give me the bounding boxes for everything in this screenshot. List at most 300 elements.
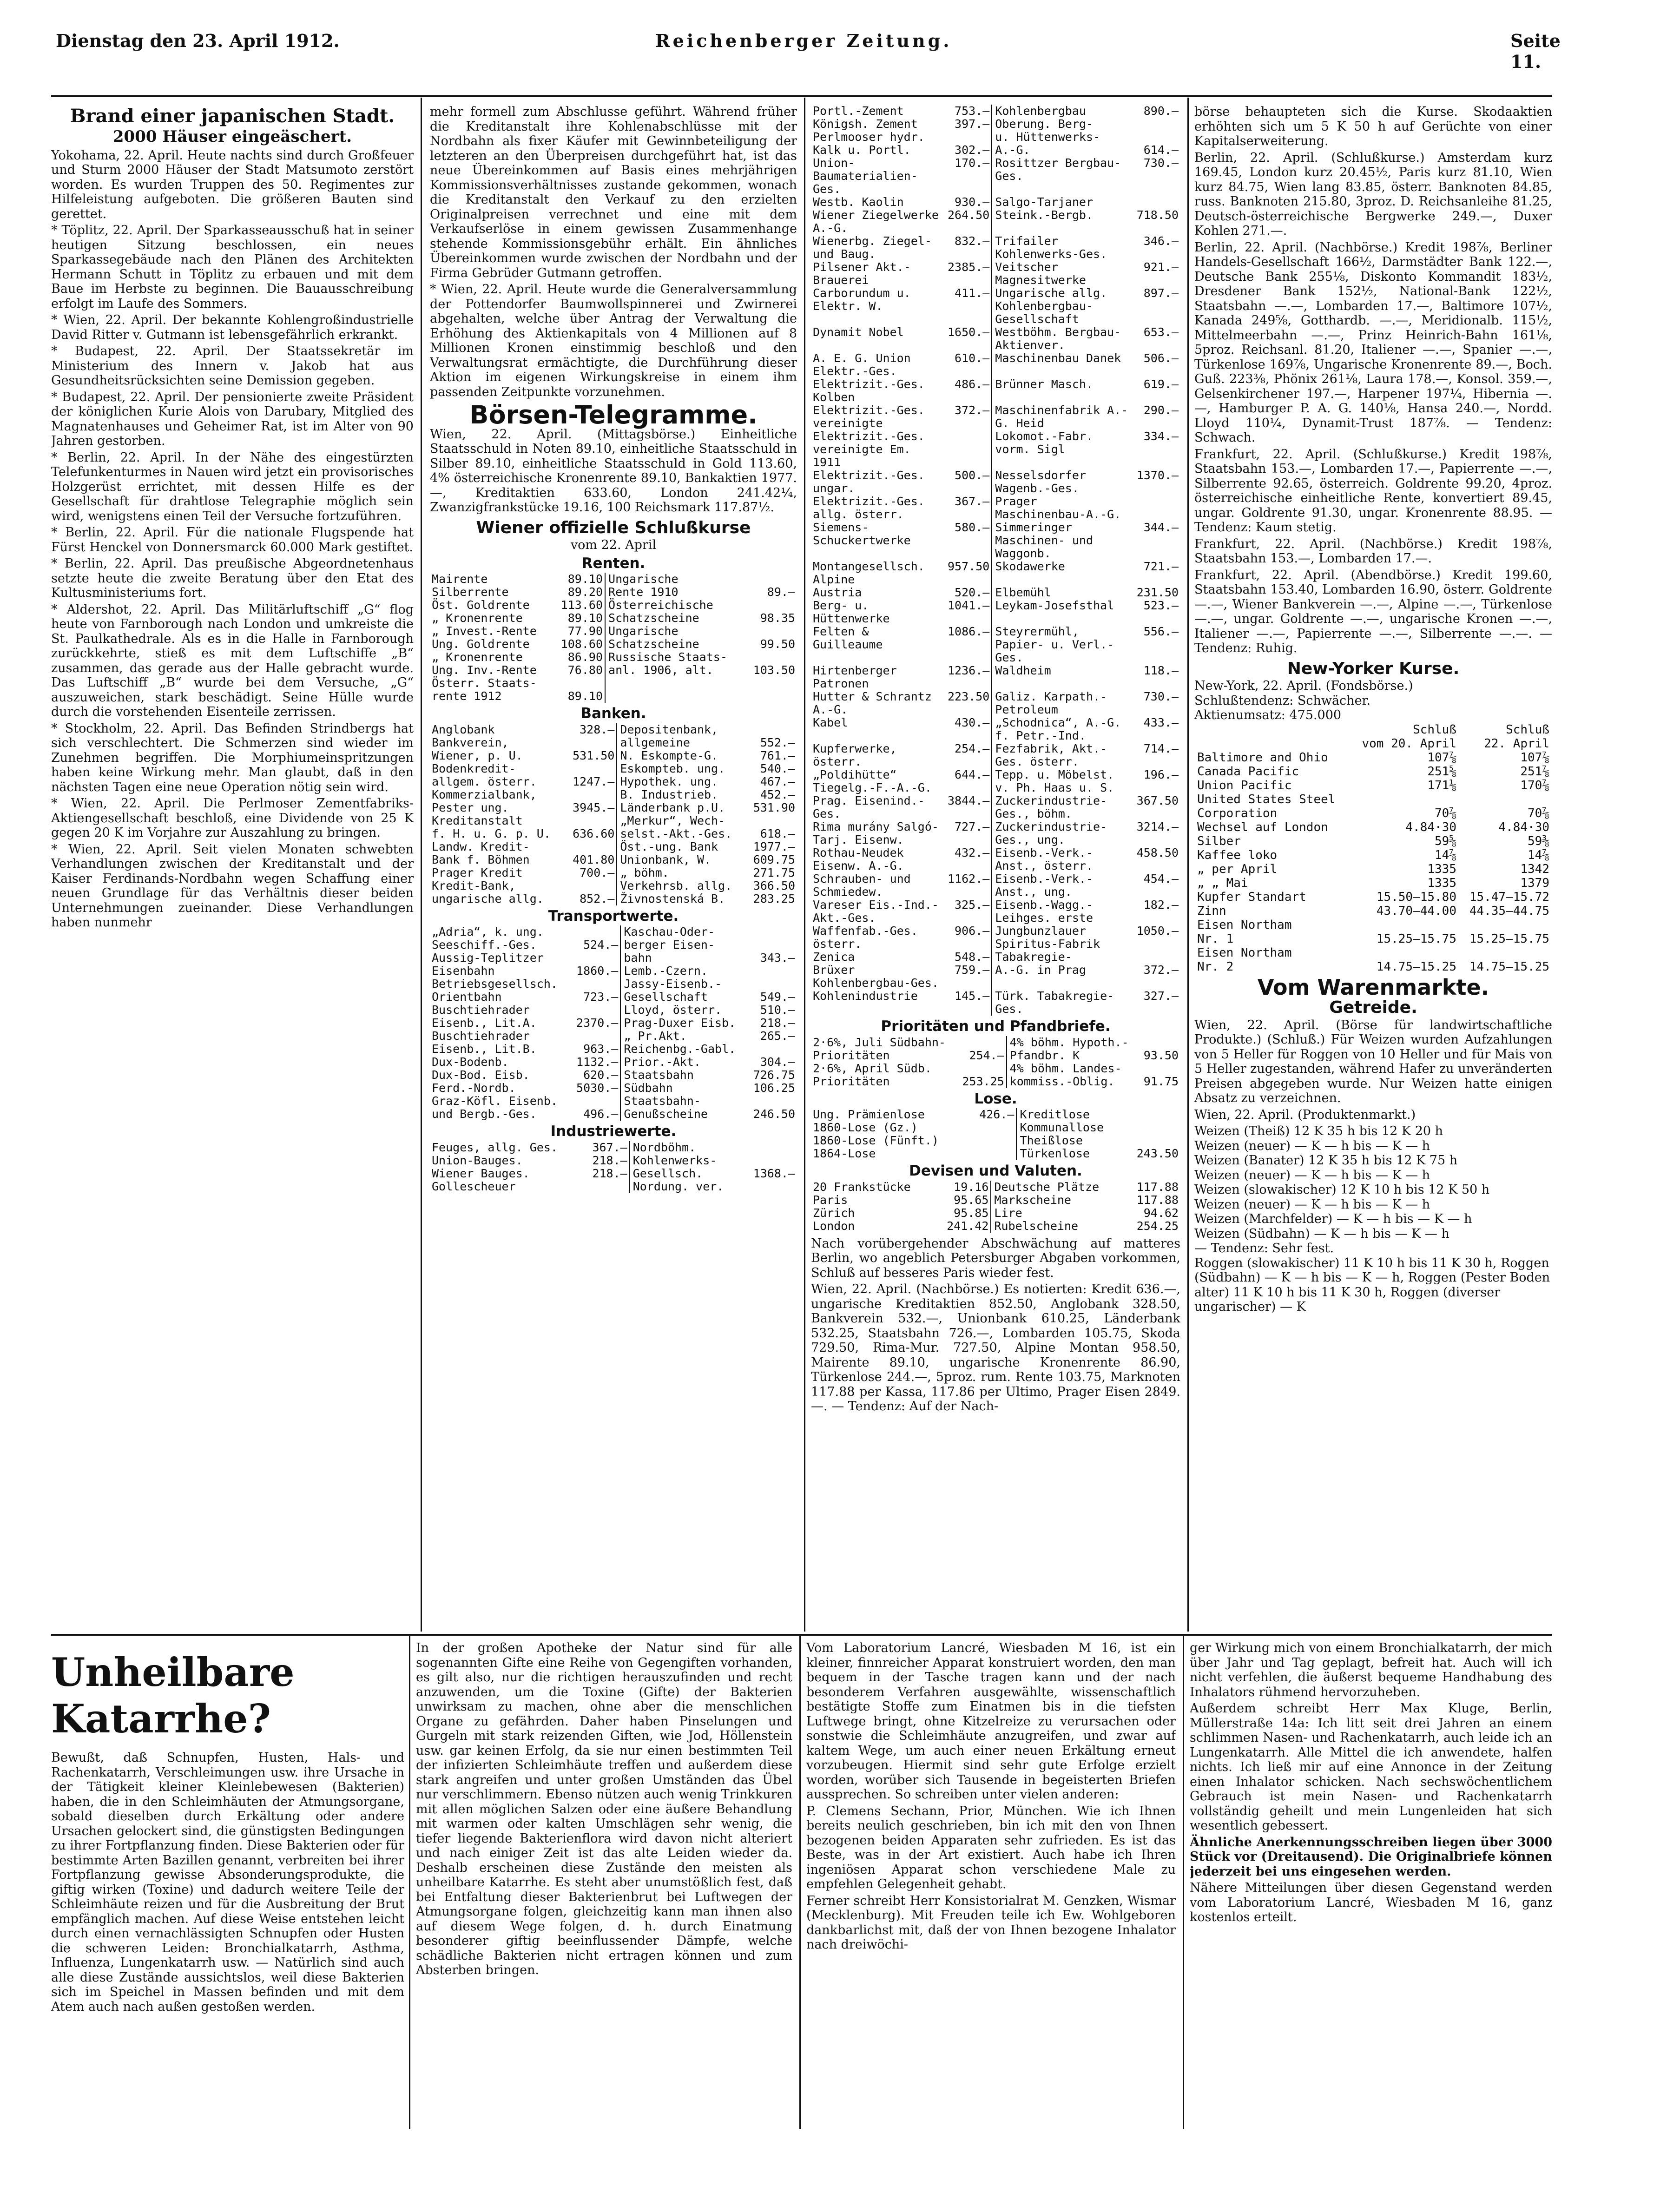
quote-value: 523.—: [1143, 599, 1179, 612]
transport-row: [430, 951, 797, 965]
quote-name: Westböhm. Bergbau-Aktienver.: [995, 325, 1121, 352]
lose-title: Lose.: [974, 1090, 1017, 1107]
quote-value: 2370.—: [576, 1016, 619, 1030]
ny-title: New-Yorker Kurse.: [1287, 659, 1460, 678]
ad-rule-1: [409, 1636, 410, 2129]
quote-name: allgem. österr.: [432, 774, 537, 788]
quote-value: 3844.—: [947, 794, 990, 807]
lose-row: [811, 1134, 1180, 1147]
banken-row: [430, 827, 797, 840]
column-rule-1: [421, 98, 422, 1632]
industrie-row: [811, 625, 1180, 664]
lose-row: [811, 1147, 1180, 1160]
quote-value: [743, 1141, 797, 1154]
transport-table: [430, 925, 797, 1121]
quote-value: 761.—: [760, 748, 795, 762]
quote-name: Gesellsch.: [632, 1166, 703, 1180]
lose-row: [811, 1108, 1180, 1121]
column-rule-3: [1187, 98, 1189, 1632]
quote-name: ungarische allg.: [432, 892, 544, 905]
quote-name: Verkehrsb. allg.: [620, 879, 732, 892]
quote-value: 304.—: [760, 1055, 795, 1069]
column-3: [811, 105, 1180, 1632]
weizen-line: Weizen (slowakischer) 12 K 10 h bis 12 K 50 h: [1194, 1183, 1490, 1197]
quote-name: Kaschau-Oder-: [624, 925, 715, 938]
ny-row: [1194, 806, 1552, 820]
news-paragraph: * Berlin, 22. April. Das preußische Abgeordnetenhaus setzte heute die zweite Beratung über den Etat des Kultusministeriums fort.: [51, 556, 414, 600]
news-paragraph: * Budapest, 22. April. Der pensionierte zweite Präsident der königlichen Kurie Alois von Darubary, Mitglied des Magnatenhauses und Geheimer Rat, ist im Alter von 90 Jahren gestorben.: [51, 390, 414, 448]
ny-header-row: [1194, 737, 1552, 751]
ny-value: 44.35—44.75: [1469, 904, 1549, 918]
quote-name: Eskompteb. ung.: [620, 761, 725, 775]
quote-name: Nordböhm.: [632, 1140, 696, 1154]
ny-value: Schluß: [1413, 722, 1456, 737]
ad-headline: Unheilbare Katarrhe?: [51, 1649, 295, 1742]
prioritaeten-title: Prioritäten und Pfandbriefe.: [881, 1018, 1111, 1035]
ny-security: Baltimore and Ohio: [1197, 750, 1328, 765]
quote-name: Elbemühl: [995, 586, 1051, 599]
quote-value: 430.—: [955, 716, 990, 729]
quote-name: „Schodnica“, A.-G. f. Petr.-Ind.: [995, 716, 1121, 742]
quote-value: 76.80: [567, 663, 603, 677]
weizen-list: [1194, 1124, 1552, 1315]
ny-value: 4.84·30: [1498, 820, 1549, 834]
quote-name: Ungarische allg. Kohlenbergbau-Gesellschaft: [995, 286, 1107, 326]
quote-value: [566, 736, 617, 749]
quote-name: Brünner Masch.: [995, 377, 1094, 391]
ny-line: New-York, 22. April. (Fondsbörse.): [1194, 679, 1413, 693]
transport-row: [430, 1082, 797, 1095]
renten-table: [430, 573, 797, 703]
quote-value: [747, 965, 797, 978]
quote-name: Pfandbr. K: [1009, 1048, 1080, 1062]
ny-row: [1194, 751, 1552, 765]
quote-value: 580.—: [955, 521, 990, 534]
quote-value: 327.—: [1143, 989, 1179, 1003]
quote-name: Rente 1910: [608, 585, 679, 599]
quote-name: Nesselsdorfer Wagenb.-Ges.: [995, 469, 1086, 495]
quote-name: und Bergb.-Ges.: [432, 1107, 537, 1121]
quote-name: Eisenb.-Verk.-Anst., österr.: [995, 846, 1094, 872]
quote-name: Silberrente: [432, 585, 509, 599]
column-2: [430, 105, 797, 1632]
devisen-table: [811, 1181, 1180, 1233]
quote-value: 852.—: [580, 892, 615, 905]
ny-security: [1194, 723, 1351, 737]
banken-row: [430, 853, 797, 866]
industrie-row: [811, 664, 1180, 690]
ny-security: Union Pacific: [1197, 778, 1292, 793]
quote-value: 619.—: [1143, 377, 1179, 391]
quote-value: 1977.—: [753, 839, 795, 853]
quote-name: u. Hüttenwerks-: [995, 130, 1100, 144]
quote-value: 397.—: [955, 117, 990, 131]
banken-row: [430, 723, 797, 736]
quote-name: Eisenb.-Verk.-Anst., ung.: [995, 872, 1094, 898]
quote-value: [969, 1134, 1017, 1147]
quote-value: 254.—: [969, 1048, 1004, 1062]
getreide-title: Getreide.: [1329, 998, 1417, 1017]
quote-name: Union-Baumaterialien-Ges.: [813, 156, 918, 196]
quote-value: 549.—: [760, 990, 795, 1004]
quote-name: Kredit-Bank,: [432, 879, 516, 892]
quote-name: Prag-Duxer Eisb.: [624, 1016, 736, 1030]
quote-name: Ung. Goldrente: [432, 637, 530, 651]
quote-value: 218.—: [592, 1166, 627, 1180]
news-paragraph: mehr formell zum Abschlusse geführt. Während früher die Kreditanstalt ihre Kohlenabschlüsse mit der Nordbahn als fixer Käufer mit Gewinnbeteiligung der letzteren an den Überpreisen durchgeführt hat, ist das neue Übereinkommen auf Basis eines mehrjährigen Kommissionsverhältnisses zustande gekommen, wonach die Kreditanstalt den Verkauf zu den erzielten Originalpreisen verrechnet und eine mit dem Verkaufserlöse in einem gewissen Zusammenhange stehende Kommissionsgebühr erhält. Ein ähnliches Übereinkommen wurde zwischen der Nordbahn und der Firma Gebrüder Gutmann getroffen.: [430, 105, 797, 280]
quote-value: 367.50: [1136, 794, 1179, 807]
quote-name: Staatsbahn: [624, 1068, 694, 1082]
quote-value: [745, 651, 797, 664]
banken-table: [430, 723, 797, 905]
quote-name: Živnostenská B.: [620, 892, 725, 905]
quote-value: [747, 925, 797, 938]
industrie-row: [811, 144, 1180, 157]
ad-paragraph: Bewußt, daß Schnupfen, Husten, Hals- und Rachenkatarrh, Verschleimungen usw. ihre Ursache in der Tätigkeit kleiner Kleinlebewesen (Bakterien) haben, die in den Schleimhäuten der Atmungsorgane, sobald dieselben durch Erkältung oder andere Ursachen gelockert sind, die günstigsten Bedingungen zu ihrer Fortpflanzung finden. Diese Bakterien oder für bestimmte Arten Bazillen genannt, verbreiten bei ihrer Fortpflanzung gewisse Absonderungsprodukte, die giftig wirken (Toxine) und dadurch weitere Teile der Schleimhäute reizen und für die Ausbreitung der Brut empfänglich machen. Auf diese Weise entstehen leicht durch einen vernachlässigten Schnupfen oder Husten die schweren Leiden: Bronchialkatarrh, Asthma, Influenza, Lungenkatarrh usw. — Natürlich sind auch alle diese Zustände aussichtslos, weil diese Bakterien sich im Speichel in Massen befinden und mit dem Atem auch nach außen gestoßen werden.: [51, 1751, 404, 2014]
quote-name: Unionbank, W.: [620, 852, 712, 866]
quote-name: 20 Frankstücke: [813, 1180, 911, 1194]
quote-value: 700.—: [580, 865, 615, 879]
quote-value: 1650.—: [947, 325, 990, 339]
quote-name: London: [813, 1219, 855, 1233]
lose-table: [811, 1108, 1180, 1160]
quote-name: bahn: [624, 951, 652, 965]
renten-row: [430, 625, 797, 638]
quote-name: Maschinenbau Danek: [995, 351, 1121, 365]
industrie-row: [811, 105, 1180, 118]
quote-value: 930.—: [955, 195, 990, 209]
weizen-line: Weizen (neuer) — K — h bis — K — h: [1194, 1168, 1430, 1183]
quote-value: [743, 1180, 797, 1193]
quote-name: Wiener Bauges.: [432, 1166, 530, 1180]
quote-value: [571, 978, 621, 991]
quote-name: Deutsche Plätze: [994, 1180, 1100, 1194]
quote-value: 520.—: [955, 586, 990, 599]
industrie-title: Industriewerte.: [550, 1123, 677, 1140]
devisen-title: Devisen und Valuten.: [909, 1163, 1082, 1179]
quote-name: A.-G.: [995, 143, 1030, 157]
ny-value: 22. April: [1484, 736, 1549, 751]
ad-testimonial: P. Clemens Sechann, Prior, München. Wie ich Ihnen bereits neulich geschrieben, bin ich mit den von Ihnen bezogenen beiden Apparaten sehr zufrieden. Es ist das Beste, was in der Art existiert. Auch habe ich Ihren ingeniösen Apparat schon verschiedene Male zu empfehlen Gelegenheit gehabt.: [806, 1804, 1176, 1891]
quote-value: [566, 879, 617, 892]
quote-name: Ferd.-Nordb.: [432, 1081, 516, 1095]
quote-value: 653.—: [1143, 325, 1179, 339]
ny-row: [1194, 946, 1552, 960]
quote-name: Wiener Ziegelwerke A.-G.: [813, 208, 939, 235]
news-paragraph: * Wien, 22. April. Der bekannte Kohlengroßindustrielle David Ritter v. Gutmann ist lebensgefährlich erkrankt.: [51, 313, 414, 342]
ny-value: 59⅜: [1528, 834, 1549, 848]
quote-name: Länderbank p.U.: [620, 800, 725, 814]
quote-name: Tepp. u. Möbelst. v. Ph. Haas u. S.: [995, 768, 1114, 794]
ny-security: [1194, 737, 1351, 751]
quote-value: 91.75: [1143, 1074, 1179, 1088]
devisen-row: [811, 1194, 1180, 1207]
quote-name: selst.-Akt.-Ges.: [620, 826, 732, 840]
ny-security: Eisen Northam: [1197, 945, 1292, 960]
ny-value: 14⅞: [1435, 848, 1456, 862]
quote-name: Steink.-Bergb.: [995, 208, 1094, 222]
quote-name: Hutter & Schrantz A.-G.: [813, 690, 932, 716]
industrie-row: [811, 404, 1180, 430]
quote-value: 2385.—: [947, 260, 990, 274]
quote-name: Prior.-Akt.: [624, 1055, 701, 1069]
ny-value: 107⅞: [1520, 750, 1549, 765]
industrie-row: [811, 925, 1180, 951]
quote-value: 1050.—: [1136, 924, 1179, 938]
quote-value: 1041.—: [947, 599, 990, 612]
quote-value: [747, 978, 797, 991]
quote-value: 145.—: [955, 989, 990, 1003]
quote-value: 454.—: [1143, 872, 1179, 885]
quote-name: Kabel: [813, 716, 848, 729]
industrie-row: [430, 1167, 797, 1180]
quote-name: Österr. Staats-: [432, 676, 537, 690]
industrie-row: [811, 287, 1180, 326]
quote-value: 108.60: [560, 637, 603, 651]
banken-row: [430, 788, 797, 801]
quote-value: 3945.—: [573, 800, 615, 814]
industrie-row: [811, 768, 1180, 794]
banken-row: [430, 866, 797, 879]
ad-paragraph: Außerdem schreibt Herr Max Kluge, Berlin, Müllerstraße 14a: Ich litt seit drei Jahren an einem schlimmen Nasen- und Rachenkatarrh, auch leide ich an Lungenkatarrh. Alle Mittel die ich anwendete, halfen nichts. Ich ließ mir auf eine Annonce in der Zeitung einen Inhalator schicken. Nach sechswöchentlichem Gebrauch ist mein Nasen- und Rachenkatarrh vollständig geheilt und mein Lungenleiden hat sich wesentlich gebessert.: [1190, 1701, 1552, 1833]
quote-name: 1860-Lose (Gz.): [813, 1121, 918, 1134]
prio-row: [811, 1049, 1180, 1062]
industrie-row: [811, 378, 1180, 404]
quote-name: „ Kronenrente: [432, 650, 523, 664]
quote-name: Montangesellsch. Alpine: [813, 560, 925, 586]
lose-row: [811, 1121, 1180, 1134]
quote-name: „ Invest.-Rente: [432, 624, 537, 638]
quote-name: Skodawerke: [995, 560, 1065, 573]
quote-name: Kupferwerke, österr.: [813, 742, 897, 768]
quote-value: [745, 573, 797, 586]
quote-value: 99.50: [760, 637, 795, 651]
quote-value: 726.75: [753, 1068, 795, 1082]
quote-value: 346.—: [1143, 234, 1179, 248]
quote-value: 1162.—: [947, 872, 990, 885]
quote-value: 343.—: [760, 951, 795, 965]
renten-row: [430, 638, 797, 651]
ny-value: 14.75—15.25: [1469, 959, 1549, 974]
banken-row: [430, 892, 797, 905]
quote-name: Zuckerindustrie-Ges., ung.: [995, 820, 1107, 846]
industrie-row: [811, 586, 1180, 599]
quote-name: Westb. Kaolin: [813, 195, 904, 209]
quote-value: 89.20: [567, 585, 603, 599]
quote-value: 714.—: [1143, 742, 1179, 755]
transport-row: [430, 1069, 797, 1082]
quote-name: Kohlenwerks-: [632, 1153, 717, 1167]
quote-name: Südbahn: [624, 1081, 673, 1095]
industrie-row: [811, 495, 1180, 521]
header-date: Dienstag den 23. April 1912.: [56, 30, 340, 51]
quote-name: Feuges, allg. Ges.: [432, 1140, 558, 1154]
quote-value: 721.—: [1143, 560, 1179, 573]
quote-name: Rosittzer Bergbau-Ges.: [995, 156, 1121, 183]
quote-name: Aussig-Teplitzer: [432, 951, 544, 965]
column-1: [51, 105, 414, 1632]
quote-value: 452.—: [760, 787, 795, 801]
quote-value: 1247.—: [573, 774, 615, 788]
quote-value: [746, 723, 797, 736]
renten-row: [430, 573, 797, 586]
quote-value: 730.—: [1143, 156, 1179, 170]
quote-name: Zuckerindustrie-Ges., böhm.: [995, 794, 1107, 820]
market-paragraph: Berlin, 22. April. (Schlußkurse.) Amsterdam kurz 169.45, London kurz 20.45½, Paris kurz 81.10, Wien kurz 84.75, Wien lang 83.85, österr. Banknoten 84.85, russ. Banknoten 215.80, 3proz. D. Reichsanleihe 81.25, Deutsch-österreichische Bergwerke 249.—, Duxer Kohlen 271.—.: [1194, 150, 1552, 238]
prio-row: [811, 1036, 1180, 1049]
quote-name: Buschtiehrader: [432, 1003, 530, 1017]
quote-value: 89.10: [567, 689, 603, 703]
quote-value: 117.88: [1136, 1180, 1179, 1194]
column-4: [1194, 105, 1552, 1632]
quote-name: „ Kronenrente: [432, 611, 523, 625]
telegramme-text: Wien, 22. April. (Mittagsbörse.) Einheitliche Staatsschuld in Noten 89.10, einheitliche Staatsschuld in Silber 89.10, einheitliche Staatsschuld in Gold 113.60, 4% österreichische Kronenrente 89.10, Bankaktien 1977.—, Kreditaktien 633.60, London 241.42¼, Zwanzigfrankstücke 19.16, 100 Reichsmark 117.87½.: [430, 427, 797, 515]
quote-value: 325.—: [955, 898, 990, 912]
quote-value: [571, 951, 621, 965]
ny-row: [1194, 848, 1552, 862]
quote-value: 328.—: [580, 722, 615, 736]
quote-value: 718.50: [1136, 208, 1179, 222]
renten-row: [430, 612, 797, 625]
quote-value: 759.—: [955, 963, 990, 977]
quote-name: Perlmooser hydr.: [813, 130, 925, 144]
transport-row: [430, 1095, 797, 1108]
ny-value: 70⅞: [1435, 806, 1456, 820]
quote-value: [1125, 1134, 1180, 1147]
quote-value: 182.—: [1143, 898, 1179, 912]
industrie-row: [811, 196, 1180, 209]
quote-value: [969, 1121, 1017, 1134]
transport-row: [430, 938, 797, 951]
weizen-line: Weizen (Banater) 12 K 35 h bis 12 K 75 h: [1194, 1153, 1458, 1168]
quote-value: 1086.—: [947, 625, 990, 638]
industrie-row: [811, 872, 1180, 898]
quote-value: 548.—: [955, 950, 990, 964]
quote-value: 372.—: [955, 403, 990, 417]
quote-name: Genußscheine: [624, 1107, 708, 1121]
header-page: Seite 11.: [1510, 30, 1561, 72]
quote-value: 89.10: [567, 611, 603, 625]
quote-name: Fezfabrik, Akt.-Ges. österr.: [995, 742, 1107, 768]
quote-value: 644.—: [955, 768, 990, 781]
quote-value: 231.50: [1136, 586, 1179, 599]
quote-name: Kohlenbergbau: [995, 105, 1086, 118]
market-paragraph: Frankfurt, 22. April. (Abendbörse.) Kredit 199.60, Staatsbahn 153.40, Lombarden 16.90, österr. Goldrente —.—, Wiener Bankverein —.—, Alpine —.—, Türkenlose —.—, ungar. Goldrente —.—, ungarische Kronen —.—, Italiener —.—, Papierrente —.—, Silberrente —.—. — Tendenz: Ruhig.: [1194, 568, 1552, 655]
quote-name: Kommunallose: [1020, 1121, 1104, 1134]
banken-row: [430, 762, 797, 775]
quote-value: 106.25: [753, 1081, 795, 1095]
quote-name: Nordung. ver.: [632, 1179, 724, 1193]
quote-name: Türkenlose: [1020, 1147, 1090, 1160]
quote-value: 253.25: [962, 1074, 1004, 1088]
quote-value: [946, 131, 992, 144]
ny-line: Schlußtendenz: Schwächer.: [1194, 693, 1371, 708]
quote-value: [946, 430, 992, 469]
ad-column-2: [416, 1641, 792, 2127]
quote-name: Siemens-Schuckertwerke: [813, 521, 911, 547]
ad-rule-2: [799, 1636, 801, 2129]
quote-name: Ung. Inv.-Rente: [432, 663, 537, 677]
industrie-row: [811, 261, 1180, 287]
renten-row: [430, 690, 797, 703]
quote-value: 890.—: [1143, 105, 1179, 118]
quote-value: 506.—: [1143, 351, 1179, 365]
ny-security: „ „ Mai: [1197, 876, 1248, 890]
ad-rule-3: [1183, 1636, 1184, 2129]
quote-name: „ böhm.: [620, 865, 669, 879]
quote-value: [571, 1095, 621, 1108]
renten-row: [430, 586, 797, 599]
quote-name: Bodenkredit-: [432, 761, 516, 775]
ny-row: [1194, 890, 1552, 904]
quote-value: 367.—: [955, 495, 990, 508]
quote-name: Eisenb., Lit.B.: [432, 1042, 537, 1056]
quote-name: Rubelscheine: [994, 1219, 1079, 1233]
ny-row: [1194, 820, 1552, 834]
quote-name: Paris: [813, 1193, 848, 1207]
quote-name: Lokomot.-Fabr. vorm. Sigl: [995, 429, 1094, 456]
devisen-row: [811, 1207, 1180, 1220]
quote-value: 94.62: [1143, 1206, 1179, 1220]
ny-security: Silber: [1197, 834, 1241, 848]
quote-value: 241.42: [947, 1219, 989, 1233]
industrie-row: [811, 131, 1180, 144]
quote-value: 290.—: [1143, 403, 1179, 417]
industrie-row: [811, 951, 1180, 964]
banken-row: [430, 801, 797, 814]
quote-name: Wiener, p. U.: [432, 748, 523, 762]
quote-name: Waldheim: [995, 664, 1051, 677]
weizen-line: — Tendenz: Sehr fest.: [1194, 1241, 1334, 1255]
quote-value: 411.—: [955, 286, 990, 300]
quote-value: 636.60: [573, 826, 615, 840]
quote-value: 963.—: [583, 1042, 619, 1056]
quote-value: [566, 762, 617, 775]
quote-name: Depositenbank,: [620, 722, 718, 736]
industrie-row: [811, 820, 1180, 846]
schlusskurse-title: Wiener offizielle Schlußkurse: [476, 518, 751, 537]
quote-value: 433.—: [1143, 716, 1179, 729]
ny-value: 4.84·30: [1405, 820, 1456, 834]
ny-value: [1351, 918, 1459, 932]
weizen-line: Weizen (neuer) — K — h bis — K — h: [1194, 1197, 1430, 1212]
quote-value: 1370.—: [1136, 469, 1179, 482]
column-rule-2: [804, 98, 805, 1632]
quote-value: 496.—: [583, 1107, 619, 1121]
quote-name: Waffenfab.-Ges. österr.: [813, 924, 918, 951]
market-paragraph: Berlin, 22. April. (Nachbörse.) Kredit 198⅞, Berliner Handels-Gesellschaft 166½, Darmstädter Bank 122.—, Deutsche Bank 255⅛, Diskonto Kommandit 183½, Dresdener Bank 152½, National-Bank 122½, Staatsbahn —.—, Lombarden 17.—, Baltimore 107½, Kanada 249⅝, Gotthardb. —.—, Meridionalb. 115½, Mittelmeerbahn —.—, Prinz Heinrich-Bahn 161⅛, 5proz. Reichsanl. 81.20, Italiener —.—, Spanier —.—, Türkenlose 169⅞, Ungarische Kronenrente 89.—, Boch. Guß. 223⅜, Phönix 261⅛, Laura 178.—, Konsol. 359.—, Gelsenkirchener 197.—, Harpener 197¼, Hibernia —.—, Hamburger P. A. G. 140⅛, Hansa 240.—, Nordd. Lloyd 110¼, Dynamit-Trust 187⅞. — Tendenz: Schwach.: [1194, 240, 1552, 445]
quote-value: 957.50: [947, 560, 990, 573]
ny-security: Kupfer Standart: [1197, 890, 1306, 904]
ny-row: [1194, 876, 1552, 890]
quote-name: Veitscher Magnesitwerke: [995, 260, 1086, 287]
quote-value: 103.50: [753, 663, 795, 677]
ny-value: [1351, 793, 1459, 806]
ad-testimonial: Ferner schreibt Herr Konsistorialrat M. Genzken, Wismar (Mecklenburg). Mit Freuden teile ich Ew. Wohlgeboren dankbarlichst mit, daß der von Ihnen bezogene Inhalator nach dreiwöchi-: [806, 1893, 1176, 1952]
quote-name: Elektrizit.-Ges. vereinigte Em. 1911: [813, 429, 925, 469]
ny-value: vom 20. April: [1362, 736, 1456, 751]
quote-name: Dux-Bod. Eisb.: [432, 1068, 530, 1082]
ny-value: 170⅞: [1520, 778, 1549, 793]
quote-name: Tabakregie-: [995, 950, 1072, 964]
quote-name: Theißlose: [1020, 1134, 1083, 1147]
quote-value: 334.—: [1143, 429, 1179, 443]
banken-row: [430, 814, 797, 827]
quote-value: [1125, 1108, 1180, 1121]
industrie-row: [811, 209, 1180, 235]
telegramme-title: Börsen-Telegramme.: [469, 400, 758, 429]
quote-name: Brüxer Kohlenbergbau-Ges.: [813, 963, 939, 990]
